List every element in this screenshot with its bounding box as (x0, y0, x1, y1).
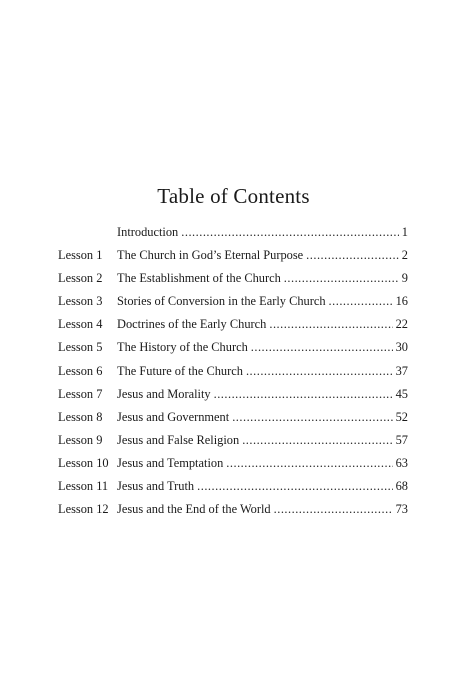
lesson-title: Jesus and Government (117, 409, 230, 424)
lesson-number: Lesson 7 (58, 386, 103, 401)
lesson-title: Jesus and Truth (117, 479, 195, 494)
toc-entry-lesson-4 (58, 317, 408, 340)
page-number: 63 (395, 455, 408, 470)
page-number: 57 (395, 432, 408, 447)
page-number: 68 (395, 479, 408, 494)
lesson-number: Lesson 3 (58, 294, 103, 309)
page-title: Table of Contents (157, 184, 310, 208)
lesson-title: Introduction (117, 225, 179, 239)
lesson-title: Stories of Conversion in the Early Church (117, 294, 326, 309)
dot-leader (246, 364, 393, 379)
toc-entry-introduction (58, 225, 408, 248)
dot-leader (232, 410, 392, 425)
toc-entry-lesson-5 (58, 340, 408, 363)
lesson-title: The Establishment of the Church (117, 271, 281, 286)
page-number: 45 (395, 386, 408, 401)
toc-entry-lesson-6 (58, 364, 408, 387)
toc-entry-lesson-8 (58, 410, 408, 433)
lesson-number: Lesson 2 (58, 271, 103, 286)
dot-leader (284, 271, 399, 286)
toc-entry-lesson-3 (58, 294, 408, 317)
dot-leader (306, 248, 399, 263)
dot-leader (214, 387, 393, 402)
lesson-title: Doctrines of the Early Church (117, 317, 267, 332)
lesson-number: Lesson 1 (58, 248, 103, 263)
lesson-number: Lesson 11 (58, 479, 109, 494)
lesson-number: Lesson 6 (58, 363, 103, 378)
lesson-title: Jesus and the End of the World (117, 502, 271, 517)
dot-leader (197, 479, 392, 494)
toc-entry-lesson-2 (58, 271, 408, 294)
toc-entry-lesson-12 (58, 502, 408, 525)
dot-leader (242, 433, 392, 448)
page-number: 37 (395, 363, 408, 378)
lesson-title: The History of the Church (117, 340, 248, 355)
lesson-number: Lesson 8 (58, 409, 103, 424)
toc-entry-lesson-10 (58, 456, 408, 479)
toc-list (58, 225, 408, 525)
page-number: 2 (401, 248, 408, 263)
page-number: 30 (395, 340, 408, 355)
dot-leader (181, 225, 399, 240)
page-number: 9 (401, 271, 408, 286)
lesson-title: Jesus and Morality (117, 386, 211, 401)
lesson-number: Lesson 4 (58, 317, 103, 332)
toc-entry-lesson-7 (58, 387, 408, 410)
page-number: 1 (401, 225, 408, 239)
lesson-title: Jesus and Temptation (117, 455, 224, 470)
dot-leader (329, 294, 393, 309)
dot-leader (274, 502, 393, 517)
page-number: 52 (395, 409, 408, 424)
page-number: 22 (395, 317, 408, 332)
dot-leader (226, 456, 392, 471)
lesson-number: Lesson 12 (58, 502, 109, 517)
lesson-title: Jesus and False Religion (117, 432, 240, 447)
lesson-title: The Future of the Church (117, 363, 243, 378)
lesson-number: Lesson 9 (58, 432, 103, 447)
page-number: 73 (395, 502, 408, 517)
lesson-number: Lesson 5 (58, 340, 103, 355)
toc-entry-lesson-1 (58, 248, 408, 271)
dot-leader (269, 317, 392, 332)
dot-leader (251, 340, 393, 355)
lesson-title: The Church in God’s Eternal Purpose (117, 248, 304, 263)
lesson-number: Lesson 10 (58, 455, 109, 470)
page-number: 16 (395, 294, 408, 309)
toc-entry-lesson-9 (58, 433, 408, 456)
toc-entry-lesson-11 (58, 479, 408, 502)
